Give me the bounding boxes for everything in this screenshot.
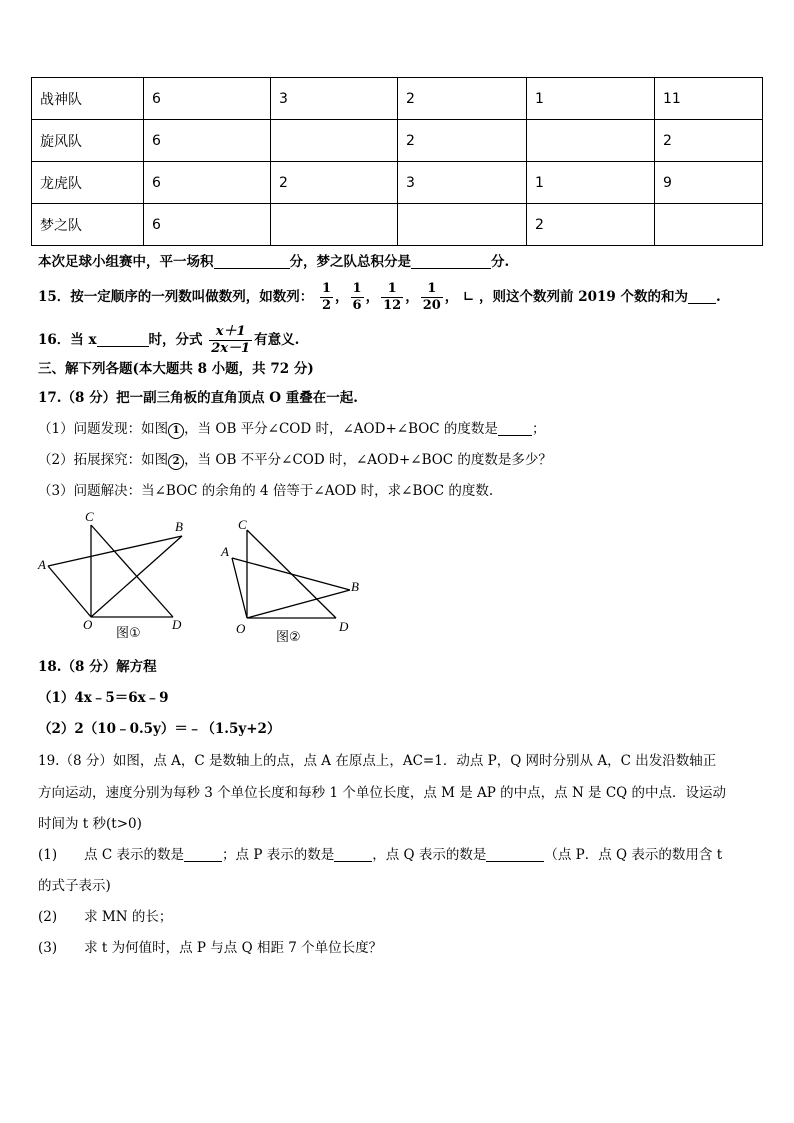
q15-sequence: $\frac{1}{2}$ ， $\frac{1}{6}$ ， $\frac{1}{12}$ ， $\frac{1}{20}$ ， <box>322 281 459 313</box>
q19-p1-text-b: ；点 P 表示的数是 <box>222 847 335 863</box>
point-label-d: D <box>339 619 349 634</box>
q19-p1-text-d: （点 P．点 Q 表示的数用含 t <box>544 847 723 863</box>
sequence-fraction <box>421 281 443 314</box>
team-name-cell: 龙虎队 <box>32 162 144 204</box>
score-cell: 11 <box>655 78 763 120</box>
fraction-numerator: 1 <box>352 281 362 296</box>
q17-p2-text-a: （2）拓展探究：如图 <box>38 452 169 468</box>
question-15 <box>38 281 721 314</box>
point-label-b: B <box>175 519 183 534</box>
score-cell <box>527 120 655 162</box>
question-16 <box>38 323 299 357</box>
score-cell: 3 <box>271 78 398 120</box>
triangle-figures <box>30 505 370 650</box>
point-label-c: C <box>238 517 247 532</box>
circled-number: 1 <box>168 423 184 439</box>
table-row <box>32 78 763 120</box>
team-name-cell: 旋风队 <box>32 120 144 162</box>
fraction-numerator: x＋1 <box>209 324 252 341</box>
sequence-fraction <box>320 281 333 314</box>
q15-ellipsis: ∟ <box>462 289 475 305</box>
score-cell: 2 <box>527 204 655 246</box>
q15-prefix: 15．按一定顺序的一列数叫做数列，如数列： <box>38 289 314 305</box>
point-label-c: C <box>85 509 94 524</box>
score-cell <box>271 204 398 246</box>
q17-p2-text-b: ，当 OB 不平分∠COD 时，∠AOD+∠BOC 的度数是多少？ <box>184 452 552 468</box>
q17-p1-text-c: ； <box>531 421 546 437</box>
fraction-denominator: 2x－1 <box>211 341 251 356</box>
fraction-denominator: 2 <box>322 298 332 313</box>
table-row <box>32 120 763 162</box>
sequence-fraction <box>351 281 364 314</box>
score-cell: 6 <box>144 120 271 162</box>
q15-end: . <box>715 289 721 305</box>
q16-text-c: 有意义. <box>254 332 300 348</box>
score-cell: 2 <box>271 162 398 204</box>
fraction-denominator: 20 <box>422 298 441 313</box>
answer-blank[interactable] <box>411 254 491 269</box>
score-cell: 2 <box>655 120 763 162</box>
fraction-denominator: 6 <box>352 298 362 313</box>
score-cell: 3 <box>398 162 527 204</box>
score-cell: 1 <box>527 162 655 204</box>
fraction-numerator: 1 <box>421 281 443 298</box>
point-label-b: B <box>351 579 359 594</box>
table-row <box>32 162 763 204</box>
q16-text-b: 时，分式 <box>148 332 203 348</box>
figure-caption: 图① <box>116 626 141 641</box>
figure-caption: 图② <box>276 630 301 645</box>
q14-text-b: 分，梦之队总积分是 <box>289 254 411 270</box>
q19-line-1: 19.（8 分）如图，点 A，C 是数轴上的点，点 A 在原点上，AC=1．动点 P，Q 网时分别从 A，C 出发沿数轴正 <box>38 753 717 769</box>
answer-blank[interactable] <box>334 847 372 862</box>
fraction-denominator: 12 <box>383 298 402 313</box>
answer-blank[interactable] <box>184 847 222 862</box>
score-cell: 1 <box>527 78 655 120</box>
q17-part1 <box>38 420 545 439</box>
fraction-numerator: 1 <box>381 281 403 298</box>
score-cell <box>398 204 527 246</box>
answer-blank[interactable] <box>688 289 716 304</box>
q17-part2 <box>38 451 552 470</box>
q19-p1-text-a: (1) 点 C 表示的数是 <box>38 847 185 863</box>
q19-part2: (2) 求 MN 的长； <box>38 909 173 925</box>
fraction-numerator: 1 <box>322 281 332 296</box>
q17-title: 17.（8 分）把一副三角板的直角顶点 O 重叠在一起. <box>38 390 358 406</box>
figure-2 <box>220 517 359 645</box>
point-label-a: A <box>38 557 46 572</box>
team-name-cell: 梦之队 <box>32 204 144 246</box>
score-cell: 6 <box>144 204 271 246</box>
point-label-o: O <box>83 617 93 632</box>
q18-title: 18.（8 分）解方程 <box>38 659 157 675</box>
point-label-d: D <box>172 617 182 632</box>
q15-suffix: ，则这个数列前 2019 个数的和为 <box>479 289 688 305</box>
q14-tail-line <box>38 253 509 271</box>
circled-number: 2 <box>168 454 184 470</box>
table-row <box>32 204 763 246</box>
score-table <box>31 77 763 246</box>
score-cell <box>655 204 763 246</box>
point-label-a: A <box>221 544 229 559</box>
answer-blank[interactable] <box>486 847 544 862</box>
score-cell: 2 <box>398 120 527 162</box>
q18-equation-1: （1）4x﹣5＝6x﹣9 <box>38 690 169 706</box>
score-cell: 6 <box>144 162 271 204</box>
q16-fraction <box>209 324 252 357</box>
q19-part1 <box>38 846 722 864</box>
answer-blank[interactable] <box>498 421 532 436</box>
section-heading: 三、解下列各题(本大题共 8 小题，共 72 分) <box>38 361 314 377</box>
q14-text-c: 分. <box>491 254 510 270</box>
q19-line-2: 方向运动，速度分别为每秒 3 个单位长度和每秒 1 个单位长度，点 M 是 AP 的中点，点 N 是 CQ 的中点．设运动 <box>38 785 727 801</box>
q19-part3: (3) 求 t 为何值时，点 P 与点 Q 相距 7 个单位长度？ <box>38 940 383 956</box>
score-cell: 2 <box>398 78 527 120</box>
q16-text-a: 16．当 x <box>38 332 97 348</box>
answer-blank[interactable] <box>97 332 149 347</box>
q14-text-a: 本次足球小组赛中，平一场积 <box>38 254 214 270</box>
q17-p1-text-b: ，当 OB 平分∠COD 时，∠AOD+∠BOC 的度数是 <box>184 421 498 437</box>
point-label-o: O <box>236 621 246 636</box>
score-cell: 9 <box>655 162 763 204</box>
q17-part3: （3）问题解决：当∠BOC 的余角的 4 倍等于∠AOD 时，求∠BOC 的度数. <box>38 483 494 499</box>
team-name-cell: 战神队 <box>32 78 144 120</box>
q19-line-3: 时间为 t 秒(t>0) <box>38 816 142 832</box>
figure-1 <box>37 509 183 641</box>
q17-p1-text-a: （1）问题发现：如图 <box>38 421 169 437</box>
q19-p1-text-c: ，点 Q 表示的数是 <box>372 847 487 863</box>
q18-equation-2: （2）2（10﹣0.5y）＝﹣（1.5y+2） <box>38 721 281 737</box>
sequence-fraction <box>381 281 403 314</box>
score-cell <box>271 120 398 162</box>
score-cell: 6 <box>144 78 271 120</box>
answer-blank[interactable] <box>214 254 290 269</box>
q19-p1-text-e: 的式子表示) <box>38 878 111 894</box>
